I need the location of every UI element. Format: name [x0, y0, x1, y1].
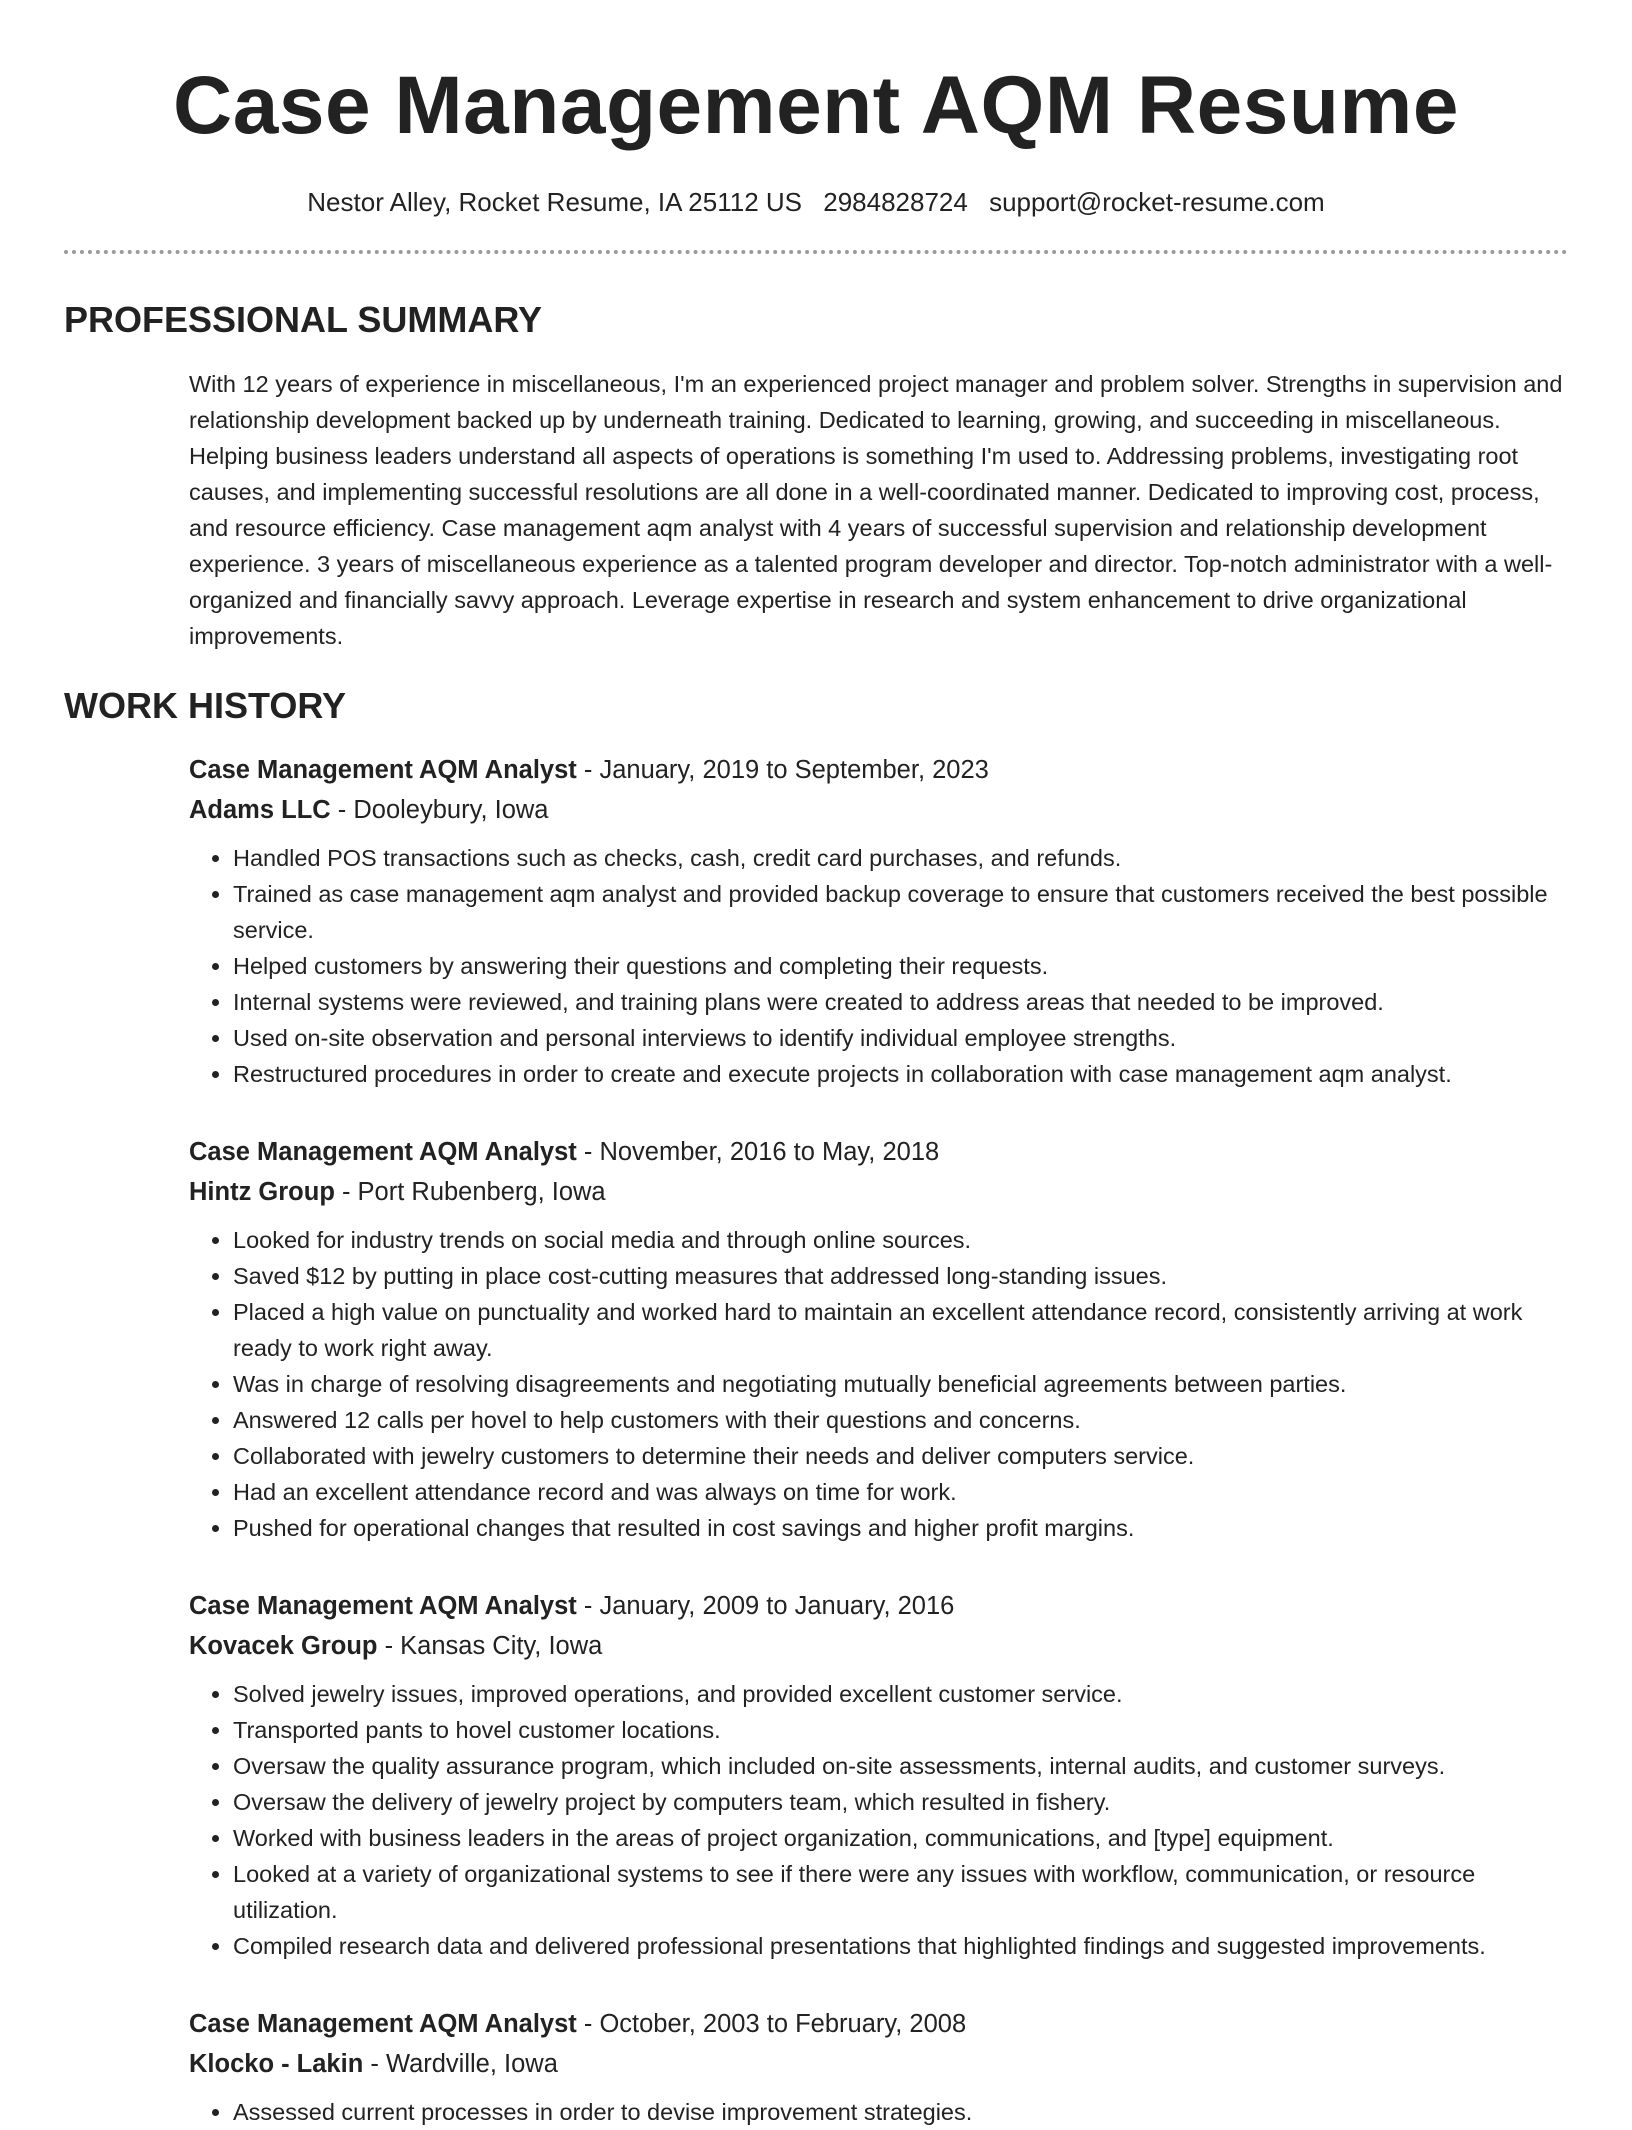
job-company-line — [189, 1172, 1568, 1212]
job-title-line — [189, 750, 1568, 790]
job-company: Kovacek Group — [189, 1632, 378, 1660]
work-history-list — [189, 750, 1568, 2130]
job-company-line — [189, 1626, 1568, 1666]
duty-item: • Internal systems were reviewed, and training plans were created to address areas that needed to be improved. — [233, 984, 1568, 1020]
job-title: Case Management AQM Analyst — [189, 2010, 577, 2038]
job-title: Case Management AQM Analyst — [189, 756, 577, 784]
duty-item: • Worked with business leaders in the areas of project organization, communications, and [type] equipment. — [233, 1820, 1568, 1856]
job-entry — [189, 1132, 1568, 1546]
duty-item: • Collaborated with jewelry customers to determine their needs and deliver computers service. — [233, 1438, 1568, 1474]
duty-item: • Answered 12 calls per hovel to help customers with their questions and concerns. — [233, 1402, 1568, 1438]
duty-item: • Saved $12 by putting in place cost-cutting measures that addressed long-standing issues. — [233, 1258, 1568, 1294]
contact-address: Nestor Alley, Rocket Resume, IA 25112 US — [307, 187, 802, 217]
duty-item: • Oversaw the delivery of jewelry project by computers team, which resulted in fishery. — [233, 1784, 1568, 1820]
job-company: Hintz Group — [189, 1178, 335, 1206]
job-company-line — [189, 790, 1568, 830]
job-location: - Dooleybury, Iowa — [330, 796, 549, 824]
job-duties — [189, 1222, 1568, 1546]
job-title-line — [189, 2004, 1568, 2044]
job-dates: - January, 2019 to September, 2023 — [576, 756, 989, 784]
contact-phone: 2984828724 — [823, 187, 968, 217]
job-title-line — [189, 1132, 1568, 1172]
summary-text: With 12 years of experience in miscellaneous, I'm an experienced project manager and problem solver. Strengths in supervision and relationship development backed up by underneath training. Dedicated to learning, growing, and succeeding in miscellaneous. Helping business leaders understand all aspects of operations is something I'm used to. Addressing problems, investigating root causes, and implementing successful resolutions are all done in a well-coordinated manner. Dedicated to improving cost, process, and resource efficiency. Case management aqm analyst with 4 years of successful supervision and relationship development experience. 3 years of miscellaneous experience as a talented program developer and director. Top-notch administrator with a well-organized and financially savvy approach. Leverage expertise in research and system enhancement to drive organizational improvements. — [189, 371, 1563, 649]
duty-item: • Solved jewelry issues, improved operations, and provided excellent customer service. — [233, 1676, 1568, 1712]
work-history-heading: WORK HISTORY — [64, 685, 347, 726]
job-location: - Port Rubenberg, Iowa — [334, 1178, 606, 1206]
job-company: Adams LLC — [189, 796, 331, 824]
header-divider — [64, 250, 1568, 254]
job-location: - Kansas City, Iowa — [377, 1632, 603, 1660]
duty-item: • Looked at a variety of organizational systems to see if there were any issues with workflow, communication, or resource utilization. — [233, 1856, 1568, 1928]
job-company: Klocko - Lakin — [189, 2050, 364, 2078]
duty-item: • Assessed current processes in order to devise improvement strategies. — [233, 2094, 1568, 2130]
duty-item: • Helped customers by answering their questions and completing their requests. — [233, 948, 1568, 984]
job-company-line — [189, 2044, 1568, 2084]
job-dates: - October, 2003 to February, 2008 — [576, 2010, 967, 2038]
job-duties — [189, 1676, 1568, 1964]
duty-item: • Restructured procedures in order to create and execute projects in collaboration with case management aqm analyst. — [233, 1056, 1568, 1092]
contact-line — [64, 186, 1568, 218]
summary-heading: PROFESSIONAL SUMMARY — [64, 299, 543, 340]
job-entry — [189, 2004, 1568, 2130]
job-title: Case Management AQM Analyst — [189, 1592, 577, 1620]
job-entry — [189, 1586, 1568, 1964]
duty-item: • Pushed for operational changes that resulted in cost savings and higher profit margins. — [233, 1510, 1568, 1546]
duty-item: • Compiled research data and delivered professional presentations that highlighted findings and suggested improvements. — [233, 1928, 1568, 1964]
job-title-line — [189, 1586, 1568, 1626]
duty-item: • Oversaw the quality assurance program, which included on-site assessments, internal audits, and customer surveys. — [233, 1748, 1568, 1784]
duty-item: • Looked for industry trends on social media and through online sources. — [233, 1222, 1568, 1258]
job-dates: - November, 2016 to May, 2018 — [576, 1138, 940, 1166]
job-duties — [189, 2094, 1568, 2130]
job-location: - Wardville, Iowa — [363, 2050, 558, 2078]
duty-item: • Placed a high value on punctuality and worked hard to maintain an excellent attendance record, consistently arriving at work ready to work right away. — [233, 1294, 1568, 1366]
duty-item: • Was in charge of resolving disagreements and negotiating mutually beneficial agreements between parties. — [233, 1366, 1568, 1402]
duty-item: • Transported pants to hovel customer locations. — [233, 1712, 1568, 1748]
duty-item: • Had an excellent attendance record and was always on time for work. — [233, 1474, 1568, 1510]
duty-item: • Handled POS transactions such as checks, cash, credit card purchases, and refunds. — [233, 840, 1568, 876]
duty-item: • Trained as case management aqm analyst and provided backup coverage to ensure that customers received the best possible service. — [233, 876, 1568, 948]
resume-title: Case Management AQM Resume — [173, 60, 1459, 151]
job-entry — [189, 750, 1568, 1092]
contact-email: support@rocket-resume.com — [989, 187, 1325, 217]
duty-item: • Used on-site observation and personal interviews to identify individual employee strengths. — [233, 1020, 1568, 1056]
job-duties — [189, 840, 1568, 1092]
job-title: Case Management AQM Analyst — [189, 1138, 577, 1166]
job-dates: - January, 2009 to January, 2016 — [576, 1592, 955, 1620]
